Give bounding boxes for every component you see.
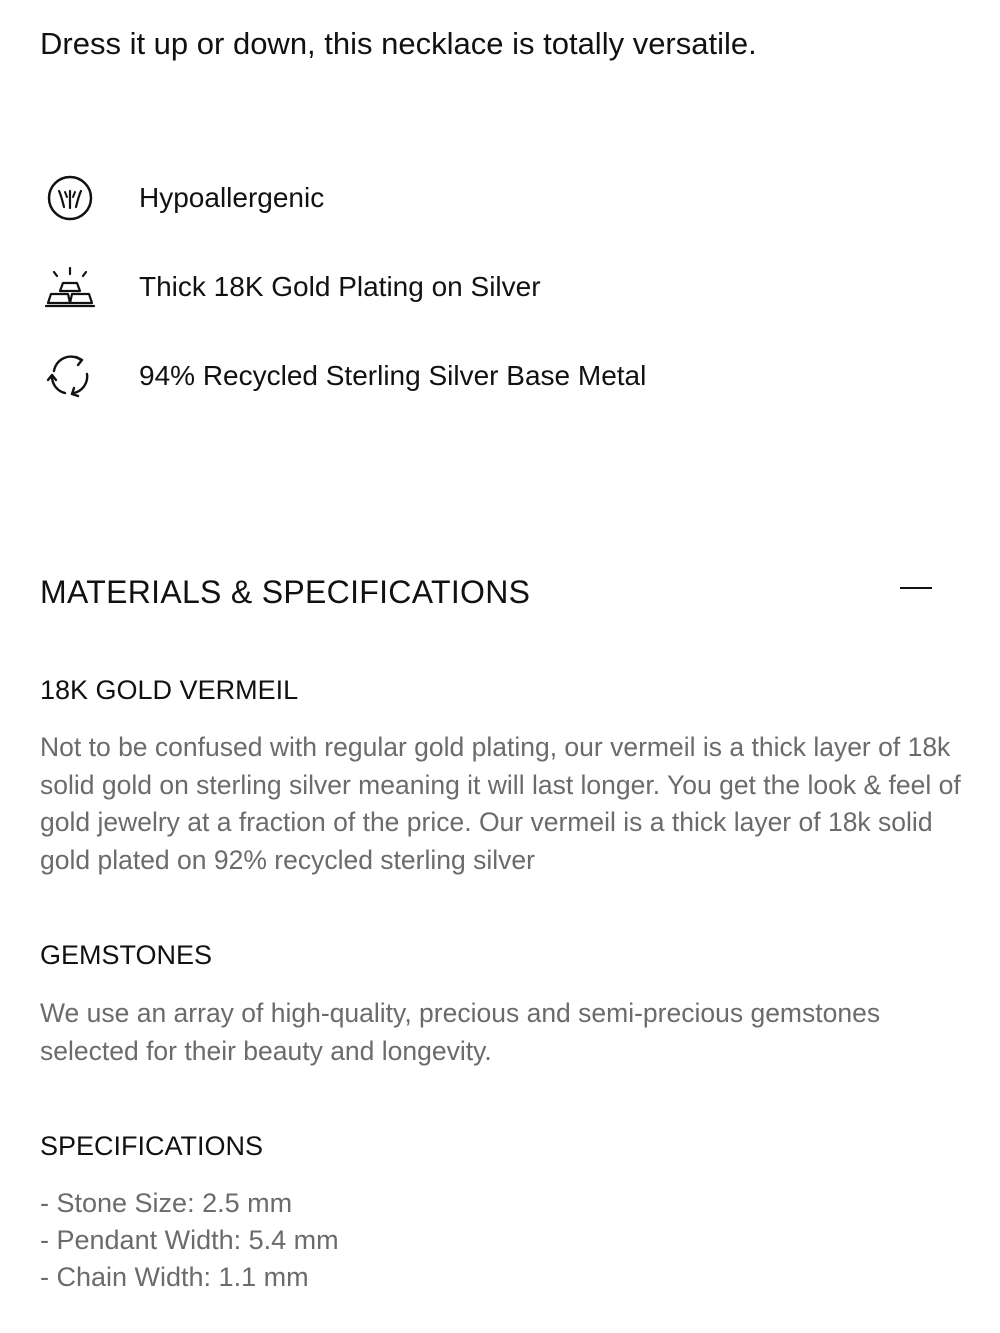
gemstones-description: We use an array of high-quality, precious and semi-precious gemstones selected for their beauty and longevity.	[40, 998, 881, 1066]
recycle-icon	[40, 346, 100, 406]
vermeil-description: Not to be confused with regular gold plating, our vermeil is a thick layer of 18k solid gold on sterling silver meaning it will last longer. You get the look & feel of gold jewelry at a fraction of the price. Our vermeil is a thick layer of 18k solid gold plated on 92% recycled sterling silver	[40, 732, 961, 875]
minus-icon	[900, 587, 932, 589]
product-intro-text: Dress it up or down, this necklace is totally versatile.	[40, 26, 757, 61]
specifications-heading: SPECIFICATIONS	[40, 1131, 264, 1161]
feature-gold-plating	[40, 257, 940, 317]
feature-label: 94% Recycled Sterling Silver Base Metal	[139, 360, 647, 391]
gold-bars-icon	[40, 257, 100, 317]
spec-chain-width: - Chain Width: 1.1 mm	[40, 1262, 309, 1292]
feature-label: Thick 18K Gold Plating on Silver	[139, 271, 541, 302]
vermeil-heading: 18K GOLD VERMEIL	[40, 675, 299, 705]
feature-recycled-silver	[40, 346, 940, 406]
spec-stone-size: - Stone Size: 2.5 mm	[40, 1188, 293, 1218]
hypoallergenic-icon	[40, 168, 100, 228]
spec-pendant-width: - Pendant Width: 5.4 mm	[40, 1225, 339, 1255]
feature-label: Hypoallergenic	[139, 182, 325, 213]
section-title: MATERIALS & SPECIFICATIONS	[40, 574, 531, 610]
gemstones-heading: GEMSTONES	[40, 940, 213, 970]
materials-specifications-header[interactable]	[40, 566, 940, 616]
collapse-button[interactable]	[890, 566, 940, 610]
feature-hypoallergenic	[40, 168, 940, 228]
